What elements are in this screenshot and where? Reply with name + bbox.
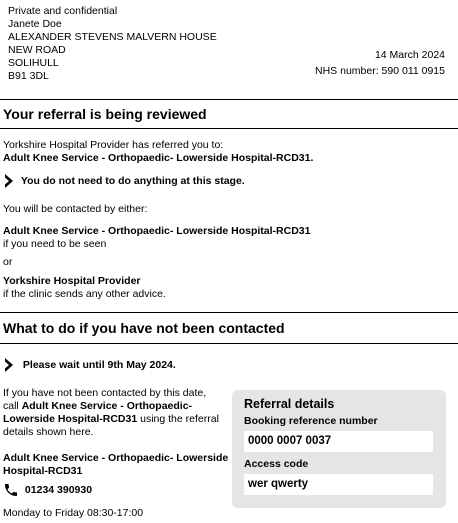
phone-row [3, 482, 92, 498]
address-line-3: SOLIHULL [8, 57, 59, 69]
access-code-label: Access code [244, 458, 309, 470]
contact-heading: What to do if you have not been contacted [3, 320, 285, 336]
option2-name: Yorkshire Hospital Provider [3, 275, 141, 287]
instruction-line-1: If you have not been contacted by this date, [3, 387, 207, 399]
clinic-name-line-2: Hospital-RCD31 [3, 465, 83, 477]
wait-row [3, 357, 176, 373]
or-text: or [3, 256, 13, 268]
instruction-call-text: call [3, 400, 22, 412]
chevron-right-icon [3, 357, 15, 373]
contacted-by-text: You will be contacted by either: [3, 203, 148, 215]
no-action-row [3, 173, 245, 189]
confidential-label: Private and confidential [8, 5, 118, 17]
instruction-clinic-part-1: Adult Knee Service - Orthopaedic- [21, 400, 193, 412]
option1-reason: if you need to be seen [3, 238, 107, 250]
instruction-line-2 [3, 400, 228, 413]
instruction-line-3 [3, 413, 228, 426]
contact-instructions [3, 387, 228, 439]
chevron-right-icon [3, 173, 15, 189]
section-divider-2 [0, 312, 458, 313]
letter-date: 14 March 2024 [374, 49, 445, 61]
opening-hours: Monday to Friday 08:30-17:00 [3, 507, 144, 519]
phone-number[interactable]: 01234 390930 [24, 483, 93, 496]
access-code-value: wer qwerty [248, 478, 309, 490]
wait-text: Please wait until 9th May 2024. [22, 358, 176, 371]
referral-details-title: Referral details [244, 397, 335, 411]
referred-service: Adult Knee Service - Orthopaedic- Lowerside Hospital-RCD31. [3, 152, 314, 164]
recipient-name: Janete Doe [8, 18, 62, 30]
option2-reason: if the clinic sends any other advice. [3, 288, 166, 300]
section-divider-3 [0, 343, 458, 344]
clinic-name-line-1: Adult Knee Service - Orthopaedic- Lowerside [3, 452, 229, 464]
access-code-field [244, 474, 433, 495]
instruction-line-4: details shown here. [3, 426, 94, 438]
booking-reference-label: Booking reference number [244, 415, 378, 427]
recipient-address [8, 5, 217, 83]
instruction-referral-text: using the referral [137, 413, 219, 425]
booking-reference-value: 0000 0007 0037 [248, 435, 332, 447]
referral-details-panel [232, 390, 446, 508]
address-line-4: B91 3DL [8, 70, 49, 82]
no-action-text: You do not need to do anything at this stage. [20, 174, 245, 187]
instruction-clinic-part-2: Lowerside Hospital-RCD31 [3, 413, 138, 425]
address-line-2: NEW ROAD [8, 44, 66, 56]
option1-name: Adult Knee Service - Orthopaedic- Lowerside Hospital-RCD31 [3, 225, 311, 237]
nhs-number: NHS number: 590 011 0915 [315, 65, 445, 77]
address-line-1: ALEXANDER STEVENS MALVERN HOUSE [8, 31, 217, 43]
section-divider [0, 128, 458, 129]
section-divider-top [0, 99, 458, 100]
clinic-name [3, 452, 228, 478]
referred-by-text: Yorkshire Hospital Provider has referred you to: [3, 139, 224, 151]
review-heading: Your referral is being reviewed [3, 106, 207, 122]
phone-icon [3, 482, 19, 498]
booking-reference-field [244, 431, 433, 452]
